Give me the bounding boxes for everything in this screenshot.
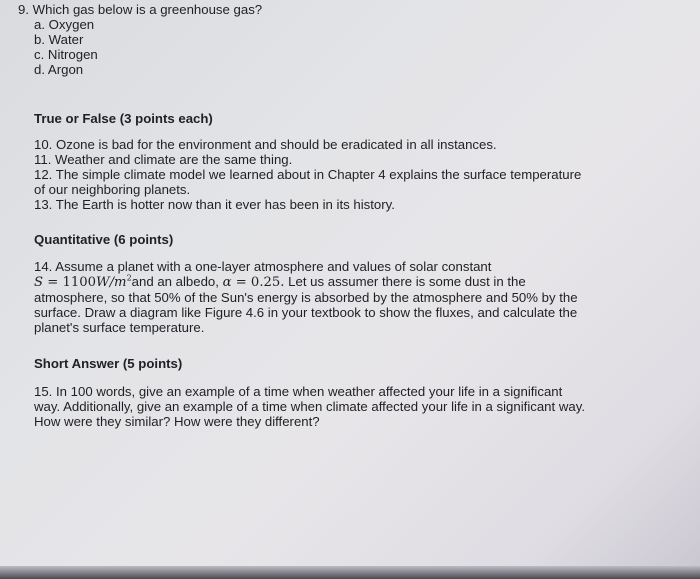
math-equals-value: = 1100 — [43, 275, 97, 290]
math-s: S — [34, 275, 44, 290]
question-12: 12. The simple climate model we learned about in Chapter 4 explains the surface temperature — [34, 167, 582, 182]
question-14: 14. Assume a planet with a one-layer atmosphere and values of solar constant — [34, 259, 492, 274]
question-14-line-5: planet's surface temperature. — [34, 320, 205, 335]
math-unit: W/m — [96, 275, 127, 290]
math-albedo-value: = 0.25. — [231, 275, 285, 290]
math-exponent: 2 — [126, 273, 132, 283]
albedo-text: and an albedo, — [131, 274, 223, 289]
option-a: a. Oxygen — [34, 17, 95, 32]
question-10: 10. Ozone is bad for the environment and should be eradicated in all instances. — [34, 137, 497, 152]
math-alpha: α — [222, 275, 232, 290]
question-12-continued: of our neighboring planets. — [34, 182, 191, 197]
quantitative-heading: Quantitative (6 points) — [34, 232, 174, 247]
question-13: 13. The Earth is hotter now than it ever has been in its history. — [34, 197, 395, 212]
question-15-line-2: way. Additionally, give an example of a time when climate affected your life in a significant way. — [34, 399, 585, 414]
true-false-heading: True or False (3 points each) — [34, 111, 213, 126]
short-answer-heading: Short Answer (5 points) — [34, 356, 183, 371]
question-14-formula-line — [34, 274, 526, 290]
screen-bezel — [0, 566, 700, 579]
option-d: d. Argon — [34, 62, 84, 77]
question-11: 11. Weather and climate are the same thing. — [34, 152, 293, 167]
question-15: 15. In 100 words, give an example of a time when weather affected your life in a significant — [34, 384, 563, 399]
option-b: b. Water — [34, 32, 84, 47]
question-14-line-4: surface. Draw a diagram like Figure 4.6 in your textbook to show the fluxes, and calculate the — [34, 305, 578, 320]
question-9: 9. Which gas below is a greenhouse gas? — [18, 2, 263, 17]
question-14-line-3: atmosphere, so that 50% of the Sun's energy is absorbed by the atmosphere and 50% by the — [34, 290, 578, 305]
question-15-line-3: How were they similar? How were they different? — [34, 414, 320, 429]
dust-text: Let us assumer there is some dust in the — [284, 274, 526, 289]
option-c: c. Nitrogen — [34, 47, 98, 62]
